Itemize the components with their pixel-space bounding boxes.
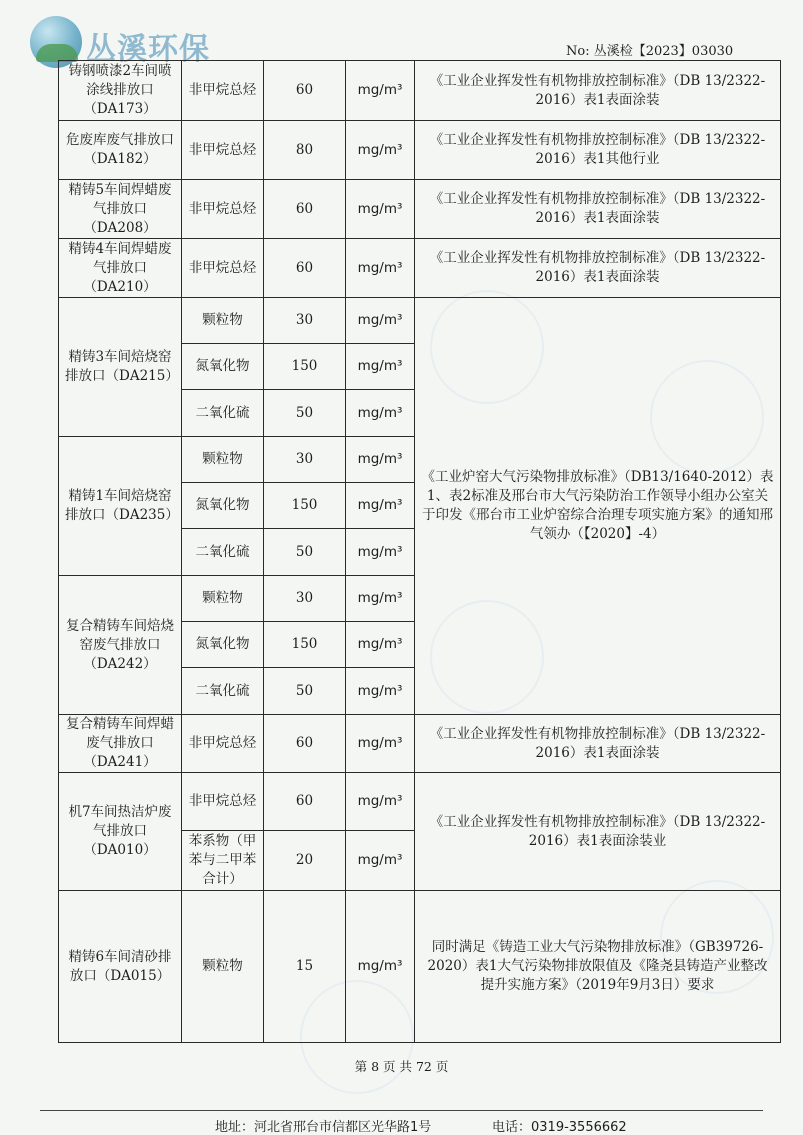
unit-label: mg/m³ [346,390,415,437]
outlet-name: 机7车间热洁炉废气排放口（DA010） [59,773,182,891]
limit-value: 15 [264,891,346,1043]
table-row [59,121,781,180]
limit-value: 50 [264,390,346,437]
pollutant-name: 氮氧化物 [182,483,264,529]
pollutant-name: 氮氧化物 [182,622,264,668]
standard-reference: 《工业企业挥发性有机物排放控制标准》（DB 13/2322-2016）表1其他行业 [415,121,781,180]
emission-standards-table [58,60,781,1043]
table-row [59,239,781,298]
limit-value: 60 [264,61,346,121]
limit-value: 30 [264,298,346,344]
limit-value: 30 [264,437,346,483]
unit-label: mg/m³ [346,668,415,715]
limit-value: 30 [264,576,346,622]
limit-value: 50 [264,668,346,715]
pollutant-name: 颗粒物 [182,891,264,1043]
outlet-name: 危废库废气排放口（DA182） [59,121,182,180]
table-row [59,773,781,831]
standard-reference: 《工业企业挥发性有机物排放控制标准》（DB 13/2322-2016）表1表面涂装 [415,61,781,121]
limit-value: 50 [264,529,346,576]
pollutant-name: 氮氧化物 [182,344,264,390]
unit-label: mg/m³ [346,437,415,483]
pollutant-name: 苯系物（甲苯与二甲苯合计） [182,831,264,891]
table-row [59,180,781,239]
footer-phone: 电话：0319-3556662 [492,1120,627,1135]
unit-label: mg/m³ [346,61,415,121]
table-row [59,61,781,121]
document-number: No: 丛溪检【2023】03030 [566,44,734,59]
unit-label: mg/m³ [346,529,415,576]
standard-reference: 同时满足《铸造工业大气污染物排放标准》（GB39726-2020）表1大气污染物排放限值及《隆尧县铸造产业整改提升实施方案》（2019年9月3日）要求 [415,891,781,1043]
pollutant-name: 颗粒物 [182,437,264,483]
unit-label: mg/m³ [346,239,415,298]
outlet-name: 精铸4车间焊蜡废气排放口（DA210） [59,239,182,298]
unit-label: mg/m³ [346,298,415,344]
unit-label: mg/m³ [346,121,415,180]
pollutant-name: 非甲烷总烃 [182,180,264,239]
logo-text: 丛溪环保 [86,32,210,67]
standard-reference: 《工业企业挥发性有机物排放控制标准》（DB 13/2322-2016）表1表面涂装 [415,239,781,298]
standard-reference: 《工业企业挥发性有机物排放控制标准》（DB 13/2322-2016）表1表面涂装 [415,180,781,239]
limit-value: 80 [264,121,346,180]
pollutant-name: 非甲烷总烃 [182,773,264,831]
unit-label: mg/m³ [346,773,415,831]
limit-value: 60 [264,773,346,831]
outlet-name: 复合精铸车间焊蜡废气排放口（DA241） [59,715,182,773]
pollutant-name: 颗粒物 [182,298,264,344]
outlet-name: 铸钢喷漆2车间喷涂线排放口（DA173） [59,61,182,121]
page-number: 第 8 页 共 72 页 [354,1059,449,1074]
unit-label: mg/m³ [346,715,415,773]
pollutant-name: 非甲烷总烃 [182,715,264,773]
unit-label: mg/m³ [346,344,415,390]
unit-label: mg/m³ [346,483,415,529]
outlet-name: 精铸1车间焙烧窑排放口（DA235） [59,437,182,576]
limit-value: 60 [264,180,346,239]
table-row [59,891,781,1043]
limit-value: 150 [264,344,346,390]
pollutant-name: 颗粒物 [182,576,264,622]
standard-reference: 《工业炉窑大气污染物排放标准》（DB13/1640-2012）表1、表2标准及邢台市大气污染防治工作领导小组办公室关于印发《邢台市工业炉窑综合治理专项实施方案》的通知邢气领办（【2020】-4） [415,298,781,715]
pollutant-name: 非甲烷总烃 [182,121,264,180]
limit-value: 150 [264,483,346,529]
outlet-name: 精铸6车间清砂排放口（DA015） [59,891,182,1043]
pollutant-name: 二氧化硫 [182,529,264,576]
outlet-name: 复合精铸车间焙烧窑废气排放口（DA242） [59,576,182,715]
outlet-name: 精铸3车间焙烧窑排放口（DA215） [59,298,182,437]
footer-divider [40,1110,763,1111]
pollutant-name: 二氧化硫 [182,390,264,437]
footer-address: 地址：河北省邢台市信都区光华路1号 [215,1120,432,1135]
table-row [59,715,781,773]
unit-label: mg/m³ [346,831,415,891]
unit-label: mg/m³ [346,891,415,1043]
limit-value: 150 [264,622,346,668]
unit-label: mg/m³ [346,576,415,622]
table-row [59,298,781,344]
standard-reference: 《工业企业挥发性有机物排放控制标准》（DB 13/2322-2016）表1表面涂装业 [415,773,781,891]
pollutant-name: 二氧化硫 [182,668,264,715]
standard-reference: 《工业企业挥发性有机物排放控制标准》（DB 13/2322-2016）表1表面涂装 [415,715,781,773]
limit-value: 60 [264,715,346,773]
pollutant-name: 非甲烷总烃 [182,239,264,298]
limit-value: 20 [264,831,346,891]
outlet-name: 精铸5车间焊蜡废气排放口（DA208） [59,180,182,239]
limit-value: 60 [264,239,346,298]
unit-label: mg/m³ [346,180,415,239]
pollutant-name: 非甲烷总烃 [182,61,264,121]
unit-label: mg/m³ [346,622,415,668]
